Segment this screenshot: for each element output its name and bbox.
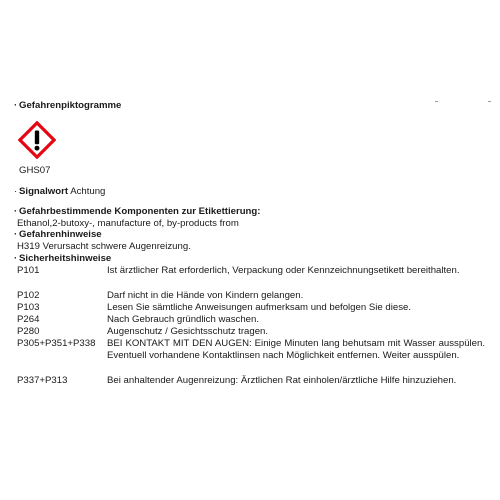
precautionary-code: P102 — [17, 290, 40, 301]
hazard-statements-heading: · Gefahrenhinweise — [14, 229, 102, 240]
components-text: Ethanol,2-butoxy-, manufacture of, by-products from — [17, 218, 239, 229]
precautionary-text: Augenschutz / Gesichtsschutz tragen. — [107, 326, 269, 337]
precautionary-text: Lesen Sie sämtliche Anweisungen aufmerksam und befolgen Sie diese. — [107, 302, 411, 313]
precautionary-statements-heading: · Sicherheitshinweise — [14, 253, 112, 264]
precautionary-text: Nach Gebrauch gründlich waschen. — [107, 314, 259, 325]
precautionary-code: P103 — [17, 302, 40, 313]
signal-word-label: Signalwort — [19, 186, 69, 197]
pictogram-code: GHS07 — [19, 165, 51, 176]
hazard-statement-h319: H319 Verursacht schwere Augenreizung. — [17, 241, 191, 252]
signal-word-line: · Signalwort Achtung — [14, 186, 106, 197]
precautionary-text: Darf nicht in die Hände von Kindern gelangen. — [107, 290, 304, 301]
pictograms-heading: · Gefahrenpiktogramme — [14, 100, 122, 111]
exclamation-mark-diamond-icon — [18, 121, 56, 159]
precautionary-text: BEI KONTAKT MIT DEN AUGEN: Einige Minuten lang behutsam mit Wasser ausspülen. Eventuell vorhandene Kontaktlinsen nach Möglichkeit entfernen. Weiter ausspülen. — [107, 338, 485, 361]
precautionary-code: P101 — [17, 265, 40, 276]
signal-word-value: Achtung — [70, 186, 106, 197]
precautionary-text: Ist ärztlicher Rat erforderlich, Verpackung oder Kennzeichnungsetikett bereithalten. — [107, 265, 460, 276]
precautionary-code: P337+P313 — [17, 375, 68, 386]
precautionary-text: Bei anhaltender Augenreizung: Ärztlichen Rat einholen/ärztliche Hilfe hinzuziehen. — [107, 375, 457, 386]
components-heading: · Gefahrbestimmende Komponenten zur Etikettierung: — [14, 206, 261, 217]
precautionary-code: P305+P351+P338 — [17, 338, 96, 349]
precautionary-code: P280 — [17, 326, 40, 337]
precautionary-code: P264 — [17, 314, 40, 325]
